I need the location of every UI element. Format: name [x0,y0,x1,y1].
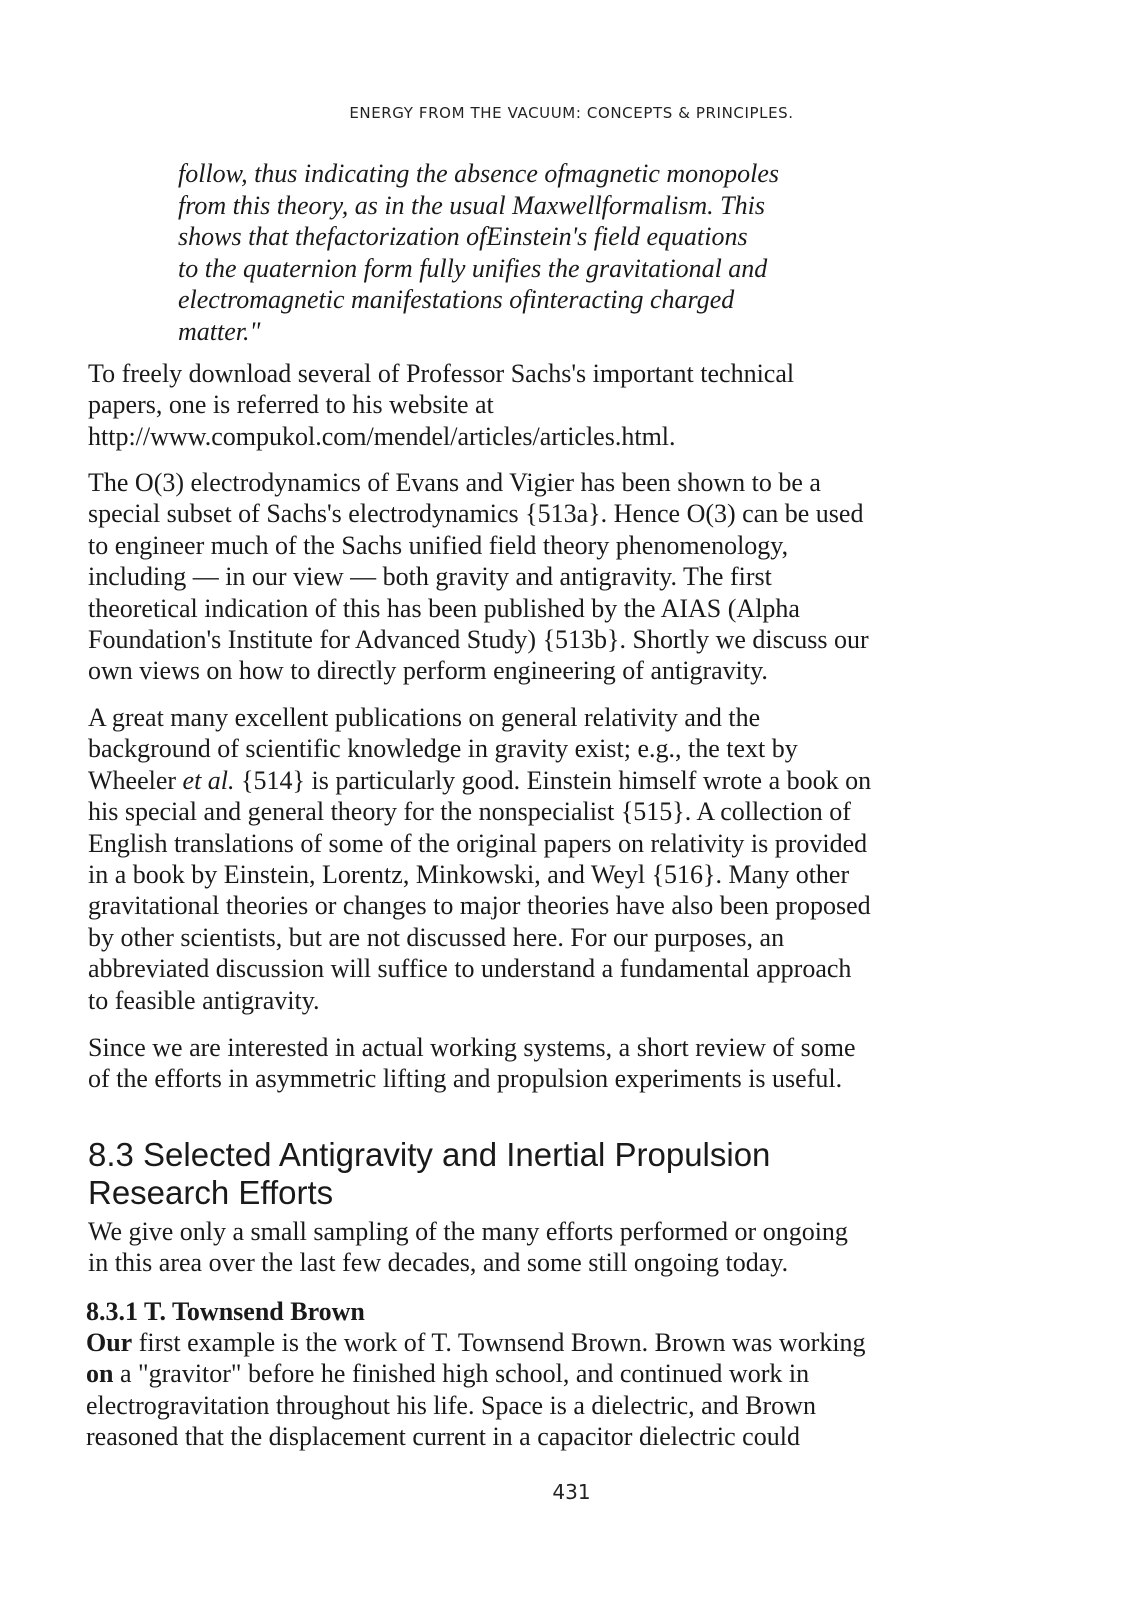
paragraph-sampling [88,1216,988,1279]
text-line [86,1327,986,1358]
quote-line: shows that thefactorization ofEinstein's field equations [178,222,748,252]
heading-line: Research Efforts [88,1174,334,1211]
quote-line: from this theory, as in the usual Maxwellformalism. This [178,190,765,220]
text-line: English translations of some of the original papers on relativity is provided [88,828,868,858]
text-fragment: a "gravitor" before he finished high school, and continued work in [113,1359,810,1389]
text-line: in a book by Einstein, Lorentz, Minkowski, and Weyl {516}. Many other [88,860,850,890]
text-line: gravitational theories or changes to major theories have also been proposed [88,891,871,921]
text-line: Since we are interested in actual working systems, a short review of some [88,1033,856,1062]
paragraph-brown [86,1327,986,1453]
quote-line: matter." [178,316,261,346]
paragraph-o3-electrodynamics [88,467,988,687]
text-line: by other scientists, but are not discussed here. For our purposes, an [88,922,785,952]
lead-word: on [86,1359,114,1389]
paragraph-download [88,358,988,452]
text-fragment: {514} is particularly good. Einstein himself wrote a book on [234,765,872,795]
section-heading [88,1136,988,1212]
text-line: theoretical indication of this has been published by the AIAS (Alpha [88,593,800,623]
heading-line: 8.3 Selected Antigravity and Inertial Propulsion [88,1136,771,1173]
paragraph-working-systems [88,1032,988,1095]
block-quote [178,158,898,348]
text-line: to feasible antigravity. [88,985,320,1015]
text-line: to engineer much of the Sachs unified field theory phenomenology, [88,530,789,560]
text-line: including — in our view — both gravity and antigravity. The first [88,562,772,592]
quote-line: electromagnetic manifestations ofinteracting charged [178,285,735,315]
quote-line: follow, thus indicating the absence ofmagnetic monopoles [178,159,780,188]
running-head: ENERGY FROM THE VACUUM: CONCEPTS & PRINCIPLES. [349,104,794,122]
subsection-heading: 8.3.1 T. Townsend Brown [86,1297,365,1326]
text-fragment: first example is the work of T. Townsend Brown. Brown was working [132,1328,866,1357]
text-line: reasoned that the displacement current in a capacitor dielectric could [86,1422,800,1452]
text-line: The O(3) electrodynamics of Evans and Vigier has been shown to be a [88,468,821,497]
text-line: of the efforts in asymmetric lifting and propulsion experiments is useful. [88,1064,843,1094]
text-line: own views on how to directly perform engineering of antigravity. [88,656,768,686]
text-line: his special and general theory for the nonspecialist {515}. A collection of [88,797,851,827]
text-fragment: Wheeler [88,765,183,795]
text-line: Foundation's Institute for Advanced Study) {513b}. Shortly we discuss our [88,625,869,655]
text-line: We give only a small sampling of the many efforts performed or ongoing [88,1217,848,1246]
text-line: special subset of Sachs's electrodynamics {513a}. Hence O(3) can be used [88,499,864,529]
text-line [86,1358,986,1389]
italic-et-al: et al. [182,765,235,795]
text-line: http://www.compukol.com/mendel/articles/articles.html. [88,421,676,451]
paragraph-publications [88,702,988,1016]
quote-line: to the quaternion form fully unifies the gravitational and [178,253,768,283]
page-number: 431 [552,1480,591,1504]
text-line: papers, one is referred to his website at [88,390,494,420]
text-line [88,765,988,796]
lead-word: Our [86,1328,133,1357]
text-line: To freely download several of Professor Sachs's important technical [88,359,795,388]
text-line: A great many excellent publications on general relativity and the [88,703,761,732]
text-line: electrogravitation throughout his life. Space is a dielectric, and Brown [86,1390,816,1420]
text-line: background of scientific knowledge in gravity exist; e.g., the text by [88,734,798,764]
text-line: abbreviated discussion will suffice to understand a fundamental approach [88,954,852,984]
text-line: in this area over the last few decades, and some still ongoing today. [88,1248,789,1278]
